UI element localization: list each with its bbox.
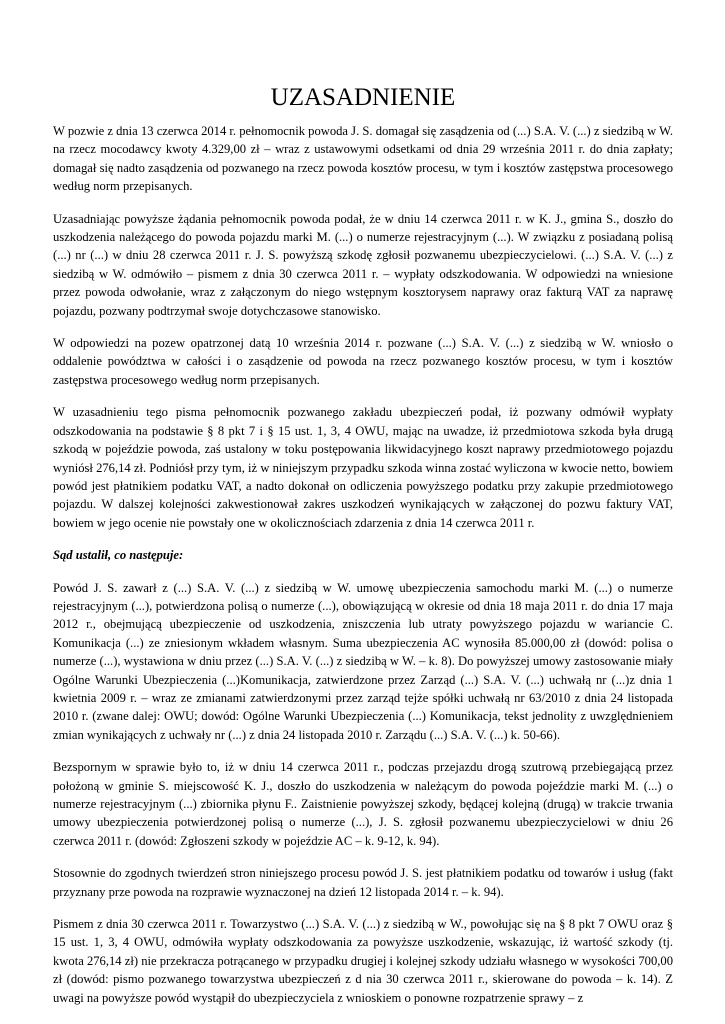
paragraph-defendant-justification: W uzasadnieniu tego pisma pełnomocnik pozwanego zakładu ubezpieczeń podał, iż pozwany odmówił wypłaty odszkodowania na podstawie § 8 pkt 7 i § 15 ust. 1, 3, 4 OWU, mając na uwadze, iż przedmiotowa szkoda była drugą szkodą w pojeździe powoda, zaś ustalony w toku postępowania likwidacyjnego koszt naprawy przedmiotowego pojazdu wyniósł 276,14 zł. Podniósł przy tym, iż w niniejszym przypadku szkoda winna zostać wyliczona w kwocie netto, bowiem powód jest płatnikiem podatku VAT, a nadto dokonał on odliczenia powyższego podatku przy zakupie przedmiotowego pojazdu. W dalszej kolejności zakwestionował zakres uszkodzeń wynikających w załączonej do pozwu faktury VAT, bowiem w jego ocenie nie powstały one w okolicznościach zdarzenia z dnia 14 czerwca 2011 r. xyxy=(53,405,673,530)
paragraph-claim-justification: Uzasadniając powyższe żądania pełnomocnik powoda podał, że w dniu 14 czerwca 2011 r. w K. J., gmina S., doszło do uszkodzenia należącego do powoda pojazdu marki M. (...) o numerze rejestracyjnym (...). W związku z posiadaną polisą (...) nr (...) w dniu 28 czerwca 2011 r. J. S. powyższą szkodę zgłosił pozwanemu ubezpieczycielowi. (...) S.A. V. (...) z siedzibą w W. odmówiło – pismem z dnia 30 czerwca 2011 r. – wypłaty odszkodowania. W odpowiedzi na wniesione przez powoda odwołanie, wraz z załączonym do niego wstępnym kosztorysem naprawy oraz fakturą VAT za naprawę pojazdu, pozwany podtrzymał swoje dotychczasowe stanowisko. xyxy=(53,211,673,318)
paragraph-refusal-letter: Pismem z dnia 30 czerwca 2011 r. Towarzystwo (...) S.A. V. (...) z siedzibą w W., powołując się na § 8 pkt 7 OWU oraz § 15 ust. 1, 3, 4 OWU, odmówiła wypłaty odszkodowania za powyższe uszkodzenie, wskazując, iż wartość szkody (tj. kwota 276,14 zł) nie przekracza potrącanego w przypadku drugiej i kolejnej szkody udziału własnego w wysokości 700,00 zł (dowód: pismo pozwanego towarzystwa ubezpieczeń z d nia 30 czerwca 2011 r., skierowane do powoda – k. 14). Z uwagi na powyższe powód wystąpił do ubezpieczyciela z wnioskiem o ponowne rozpatrzenie sprawy – z xyxy=(53,917,673,1005)
paragraph-undisputed-facts: Bezspornym w sprawie było to, iż w dniu 14 czerwca 2011 r., podczas przejazdu drogą szutrową przebiegającą przez położoną w gminie S. miejscowość K. J., doszło do uszkodzenia w należącym do powoda pojeździe marki M. (...) o numerze rejestracyjnym (...) zbiornika płynu F.. Zaistnienie powyższej szkody, będącej kolejną (drugą) w trakcie trwania umowy ubezpieczenia potwierdzonej polisą o numerze (...), J. S. zgłosił pozwanemu ubezpieczycielowi w dniu 26 czerwca 2011 r. (dowód: Zgłoszeni szkody w pojeździe AC – k. 9-12, k. 94). xyxy=(53,760,673,848)
paragraph-claim: W pozwie z dnia 13 czerwca 2014 r. pełnomocnik powoda J. S. domagał się zasądzenia od (...) S.A. V. (...) z siedzibą w W. na rzecz mocodawcy kwoty 4.329,00 zł – wraz z ustawowymi odsetkami od dnia 29 września 2011 r. do dnia zapłaty; domagał się nadto zasądzenia od pozwanego na rzecz powoda kosztów procesu, w tym i kosztów zastępstwa procesowego według norm przepisanych. xyxy=(53,124,673,194)
paragraph-insurance-contract: Powód J. S. zawarł z (...) S.A. V. (...) z siedzibą w W. umowę ubezpieczenia samochodu marki M. (...) o numerze rejestracyjnym (...), potwierdzona polisą o numerze (...), obowiązującą w okresie od dnia 18 maja 2011 r. do dnia 17 maja 2012 r., obejmującą ubezpieczenie od uszkodzenia, zniszczenia lub utraty powyższego pojazdu w wariancie C. Komunikacja (...) ze zniesionym wkładem własnym. Suma ubezpieczenia AC wynosiła 85.000,00 zł (dowód: polisa o numerze (...), wystawiona w dniu przez (...) S.A. V. (...) z siedzibą w W. – k. 8). Do powyższej umowy zastosowanie miały Ogólne Warunki Ubezpieczenia (...)Komunikacja, zatwierdzone przez Zarząd (...) S.A. V. (...) uchwałą nr (...)z dnia 1 kwietnia 2009 r. – wraz ze zmianami zatwierdzonymi przez zarząd tejże spółki uchwałą nr 63/2010 z dnia 24 listopada 2010 r. (zwane dalej: OWU; dowód: Ogólne Warunki Ubezpieczenia (...) Komunikacja, tekst jednolity z uwzględnieniem zmian wynikających z uchwały nr (...) z dnia 24 listopada 2010 r. Zarządu (...) S.A. V. (...) k. 50-66). xyxy=(53,580,673,742)
paragraph-defendant-response: W odpowiedzi na pozew opatrzonej datą 10 września 2014 r. pozwane (...) S.A. V. (...) z siedzibą w W. wniosło o oddalenie powództwa w całości i o zasądzenie od powoda na rzecz pozwanego kosztów procesu, w tym i kosztów zastępstwa procesowego według norm przepisanych. xyxy=(53,336,673,387)
paragraph-vat-status: Stosownie do zgodnych twierdzeń stron niniejszego procesu powód J. S. jest płatnikiem podatku od towarów i usług (fakt przyznany prze powoda na rozprawie wyznaczonej na dzień 12 listopada 2014 r. – k. 94). xyxy=(53,866,673,899)
section-heading-findings: Sąd ustalił, co następuje: xyxy=(53,548,184,563)
document-title: UZASADNIENIE xyxy=(270,84,456,111)
